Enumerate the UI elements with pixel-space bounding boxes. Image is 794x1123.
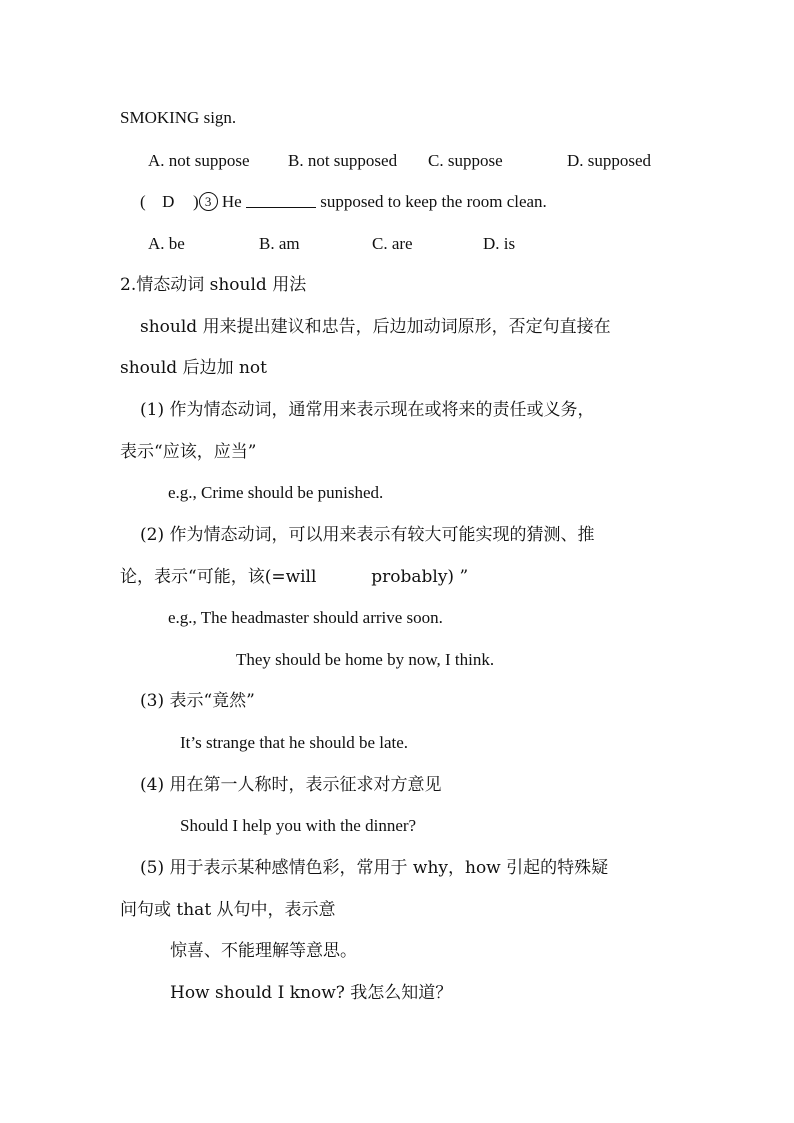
option-c: C. are	[372, 234, 413, 253]
point-5-line-2: 问句或 that 从句中，表示意	[120, 900, 336, 920]
answer-letter: D	[162, 192, 175, 211]
point-1-example: e.g., Crime should be punished.	[168, 483, 384, 502]
intro-line-2: should 后边加 not	[120, 358, 267, 378]
point-2-line-1: (2) 作为情态动词，可以用来表示有较大可能实现的猜测、推	[140, 525, 595, 545]
answer-blank	[246, 193, 316, 208]
point-2-line-2	[120, 566, 468, 588]
option-a: A. not suppose	[148, 151, 250, 170]
point-3-example: It’s strange that he should be late.	[180, 733, 409, 752]
point-1-line-1: (1) 作为情态动词，通常用来表示现在或将来的责任或义务，	[140, 400, 595, 420]
question-continuation: SMOKING sign.	[120, 108, 237, 127]
point-1-line-2: 表示“应该，应当”	[120, 442, 257, 462]
point-2-example-1: e.g., The headmaster should arrive soon.	[168, 608, 443, 627]
option-c: C. suppose	[428, 151, 503, 170]
intro-line-1: should 用来提出建议和忠告，后边加动词原形，否定句直接在	[140, 317, 611, 337]
point-3-line-1: (3) 表示“竟然”	[140, 691, 255, 711]
option-b: B. not supposed	[288, 151, 398, 170]
option-d: D. supposed	[567, 151, 652, 170]
answer-paren-open: (	[140, 192, 146, 211]
option-b: B. am	[259, 234, 300, 253]
answer-paren-close: )	[192, 192, 199, 211]
section-heading: 2.情态动词 should 用法	[120, 275, 307, 295]
point-5-example: How should I know? 我怎么知道？	[170, 983, 453, 1003]
circled-number: 3	[199, 192, 218, 211]
point-2-line-2-part-a: 论，表示“可能，该(=will	[120, 567, 317, 587]
point-2-example-2: They should be home by now, I think.	[236, 650, 495, 669]
option-a: A. be	[148, 234, 185, 253]
point-4-example: Should I help you with the dinner?	[180, 816, 417, 835]
point-5-line-3: 惊喜、不能理解等意思。	[170, 941, 357, 961]
point-4-line-1: (4) 用在第一人称时，表示征求对方意见	[140, 775, 442, 795]
question-3	[140, 191, 547, 213]
option-d: D. is	[483, 234, 516, 253]
point-5-line-1: (5) 用于表示某种感情色彩，常用于 why，how 引起的特殊疑	[140, 858, 609, 878]
point-2-line-2-part-b: probably) ”	[371, 567, 469, 587]
question-3-after-blank: supposed to keep the room clean.	[320, 192, 547, 211]
question-3-before-blank: He	[221, 192, 242, 211]
